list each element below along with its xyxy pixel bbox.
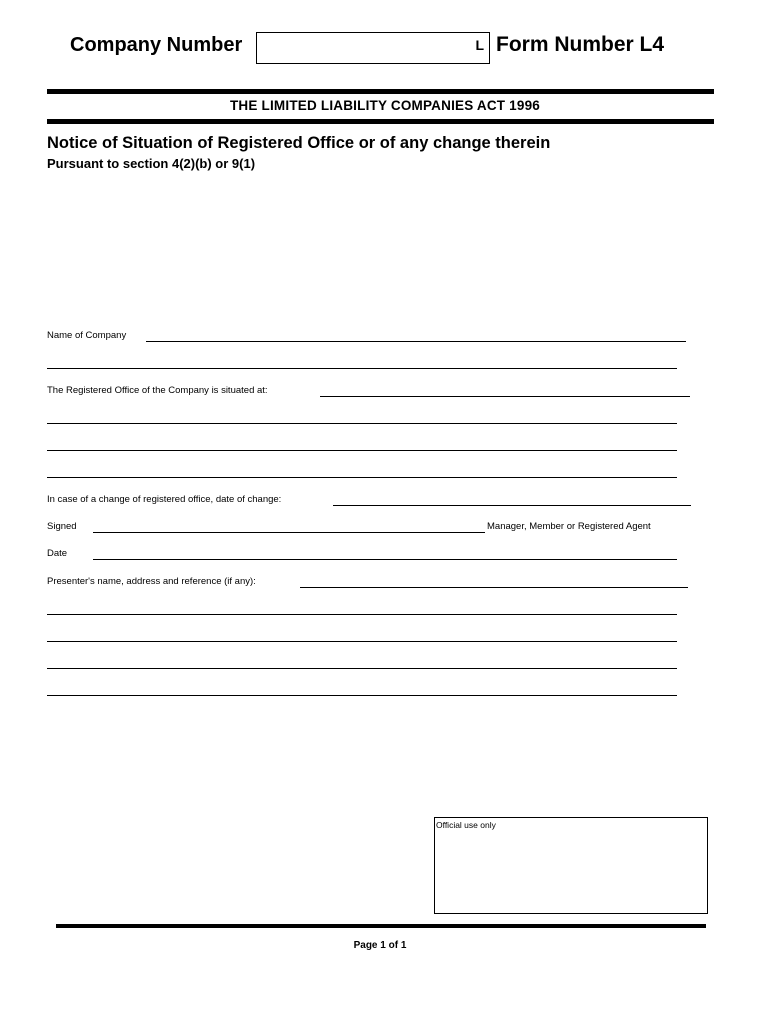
act-rule <box>47 119 714 124</box>
presenter-label: Presenter's name, address and reference (if any): <box>47 576 256 587</box>
registered-office-line[interactable] <box>320 396 690 397</box>
notice-title: Notice of Situation of Registered Office or of any change therein <box>47 134 551 152</box>
signed-role: Manager, Member or Registered Agent <box>487 521 651 532</box>
change-date-label: In case of a change of registered office, date of change: <box>47 494 282 505</box>
act-title: THE LIMITED LIABILITY COMPANIES ACT 1996 <box>229 98 541 113</box>
page-number: Page 1 of 1 <box>353 940 407 951</box>
company-number-label: Company Number <box>70 34 243 56</box>
notice-subtitle: Pursuant to section 4(2)(b) or 9(1) <box>47 156 256 171</box>
registered-office-line-4[interactable] <box>47 477 677 478</box>
company-number-suffix: L <box>475 37 484 53</box>
official-use-label: Official use only <box>436 820 496 830</box>
name-of-company-label: Name of Company <box>47 330 127 341</box>
top-rule <box>47 89 714 94</box>
form-number-label: Form Number L4 <box>496 33 665 56</box>
registered-office-label: The Registered Office of the Company is situated at: <box>47 385 268 396</box>
bottom-rule <box>56 924 706 928</box>
signed-label: Signed <box>47 521 77 532</box>
registered-office-line-3[interactable] <box>47 450 677 451</box>
presenter-line-3[interactable] <box>47 641 677 642</box>
name-of-company-line-2[interactable] <box>47 368 677 369</box>
presenter-line-2[interactable] <box>47 614 677 615</box>
date-label: Date <box>47 548 68 559</box>
presenter-line-5[interactable] <box>47 695 677 696</box>
change-date-line[interactable] <box>333 505 691 506</box>
presenter-line-4[interactable] <box>47 668 677 669</box>
date-line[interactable] <box>93 559 677 560</box>
presenter-line[interactable] <box>300 587 688 588</box>
registered-office-line-2[interactable] <box>47 423 677 424</box>
company-number-field[interactable] <box>256 32 490 64</box>
name-of-company-line[interactable] <box>146 341 686 342</box>
official-use-box <box>434 817 708 914</box>
signed-line[interactable] <box>93 532 485 533</box>
